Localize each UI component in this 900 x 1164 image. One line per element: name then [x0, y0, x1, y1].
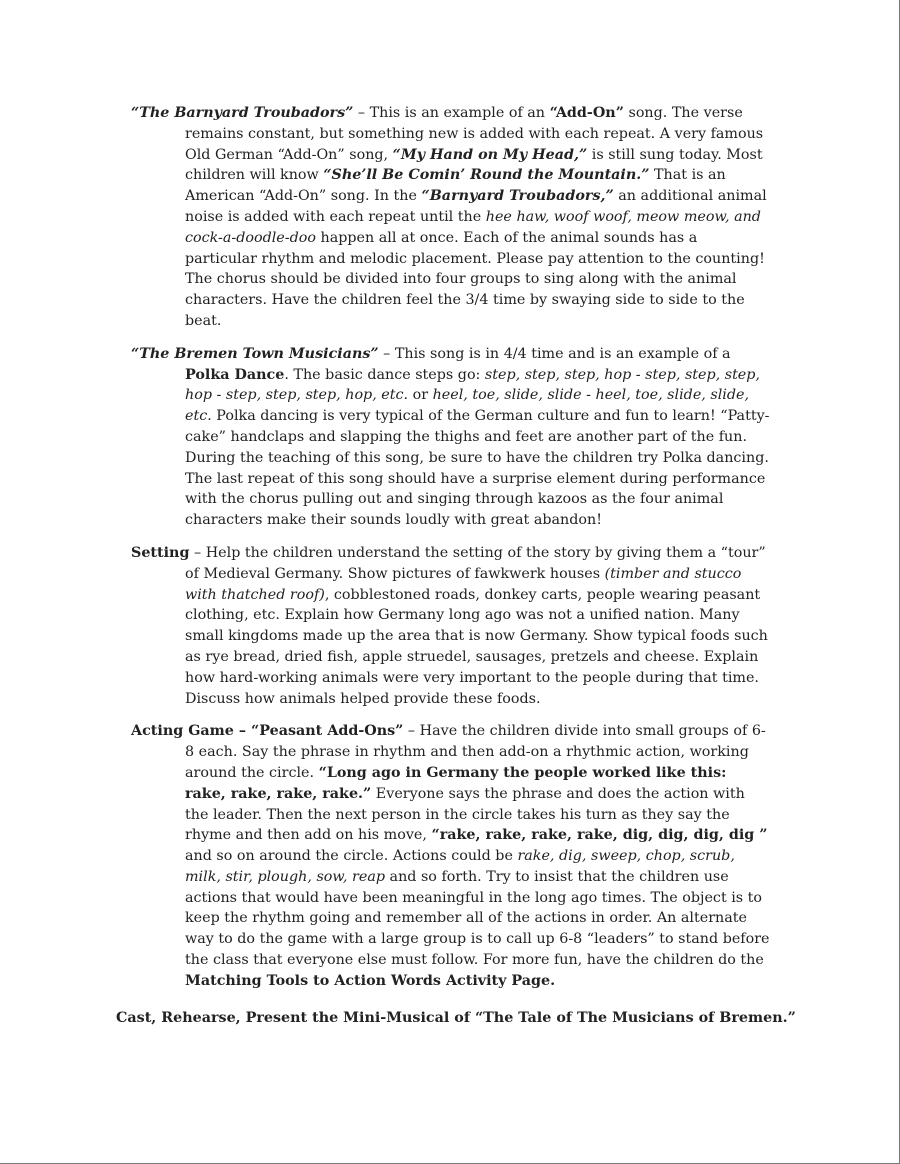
body-text: is still sung today. Most children will know: [185, 146, 763, 184]
emphasis-text: “rake, rake, rake, rake, dig, dig, dig, dig ”: [431, 827, 768, 844]
emphasis-text: Acting Game – “Peasant Add-Ons”: [131, 723, 404, 740]
body-text: Everyone says the phrase and does the action with the leader. Then the next person in the circle takes his turn as they say the rhyme and then add on his move,: [185, 785, 745, 844]
emphasis-text: “Barnyard Troubadors,”: [421, 188, 614, 205]
emphasis-text: hee haw, woof woof, meow meow, and cock-a-doodle-doo: [185, 208, 761, 246]
body-text: – This is an example of an: [353, 105, 550, 121]
emphasis-text: Matching Tools to Action Words Activity Page.: [185, 972, 556, 989]
emphasis-text: Polka Dance: [185, 366, 285, 383]
body-text: Polka dancing is very typical of the German culture and fun to learn! “Patty-cake” handclaps and slapping the thighs and feet are another part of the fun. During the teaching of this song, be sure to have the children try Polka dancing. The last repeat of this song should have a surprise element during performance with the chorus pulling out and singing through kazoos as the four animal characters make their sounds loudly with great abandon!: [185, 408, 770, 529]
entry-setting: [131, 543, 771, 709]
emphasis-text: “My Hand on My Head,”: [392, 146, 588, 163]
emphasis-text: (timber and stucco with thatched roof): [185, 565, 742, 603]
body-text: – This song is in 4/4 time and is an example of a: [378, 345, 731, 362]
body-text: an additional animal noise is added with each repeat until the: [185, 188, 767, 225]
closing-instruction: Cast, Rehearse, Present the Mini-Musical of “The Tale of The Musicians of Bremen.”: [116, 1010, 796, 1026]
emphasis-text: step, step, step, hop - step, step, step, hop - step, step, step, hop, etc.: [185, 366, 760, 404]
body-text: happen all at once. Each of the animal sounds has a particular rhythm and melodic placement. Please pay attention to the counting! The chorus should be divided into four groups to sing along with the animal characters. Have the children feel the 3/4 time by swaying side to side to the beat.: [185, 229, 765, 329]
body-text: – Have the children divide into small groups of 6-8 each. Say the phrase in rhythm and then add-on a rhythmic action, working around the circle.: [185, 723, 766, 781]
body-text: . The basic dance steps go:: [284, 366, 485, 383]
emphasis-text: heel, toe, slide, slide - heel, toe, slide, slide, etc.: [185, 387, 750, 425]
emphasis-text: rake, dig, sweep, chop, scrub, milk, stir, plough, sow, reap: [185, 848, 735, 885]
emphasis-text: “The Barnyard Troubadors”: [131, 105, 354, 121]
body-text: song. The verse remains constant, but something new is added with each repeat. A very famous Old German “Add-On” song,: [185, 105, 764, 163]
entry-barnyard-troubadors: [131, 103, 771, 332]
body-text: and so on around the circle. Actions could be: [185, 848, 518, 865]
body-text: and so forth. Try to insist that the children use actions that would have been meaningful in the long ago times. The object is to keep the rhythm going and remember all of the actions in order. An alternate way to do the game with a large group is to call up 6-8 “leaders” to stand before the class that everyone else must follow. For more fun, have the children do the: [185, 868, 770, 969]
emphasis-text: “Long ago in Germany the people worked like this: rake, rake, rake, rake.”: [185, 764, 727, 802]
emphasis-text: “The Bremen Town Musicians”: [131, 345, 379, 362]
emphasis-text: “She’ll Be Comin’ Round the Mountain.”: [323, 167, 650, 184]
body-text: – Help the children understand the setting of the story by giving them a “tour” of Medieval Germany. Show pictures of fawkwerk houses: [185, 544, 766, 582]
document-body: [131, 103, 771, 1004]
body-text: That is an American “Add-On” song. In the: [185, 167, 726, 205]
emphasis-text: “Add-On”: [549, 105, 624, 121]
emphasis-text: Setting: [131, 544, 190, 561]
entry-acting-game: [131, 721, 771, 991]
entry-bremen-town-musicians: [131, 344, 771, 531]
body-text: , cobblestoned roads, donkey carts, people wearing peasant clothing, etc. Explain how Germany long ago was not a unified nation. Many small kingdoms made up the area that is now Germany. Show typical foods such as rye bread, dried fish, apple struedel, sausages, pretzels and cheese. Explain how hard-working animals were very important to the people during that time. Discuss how animals helped provide these foods.: [185, 586, 768, 707]
body-text: or: [408, 387, 433, 404]
